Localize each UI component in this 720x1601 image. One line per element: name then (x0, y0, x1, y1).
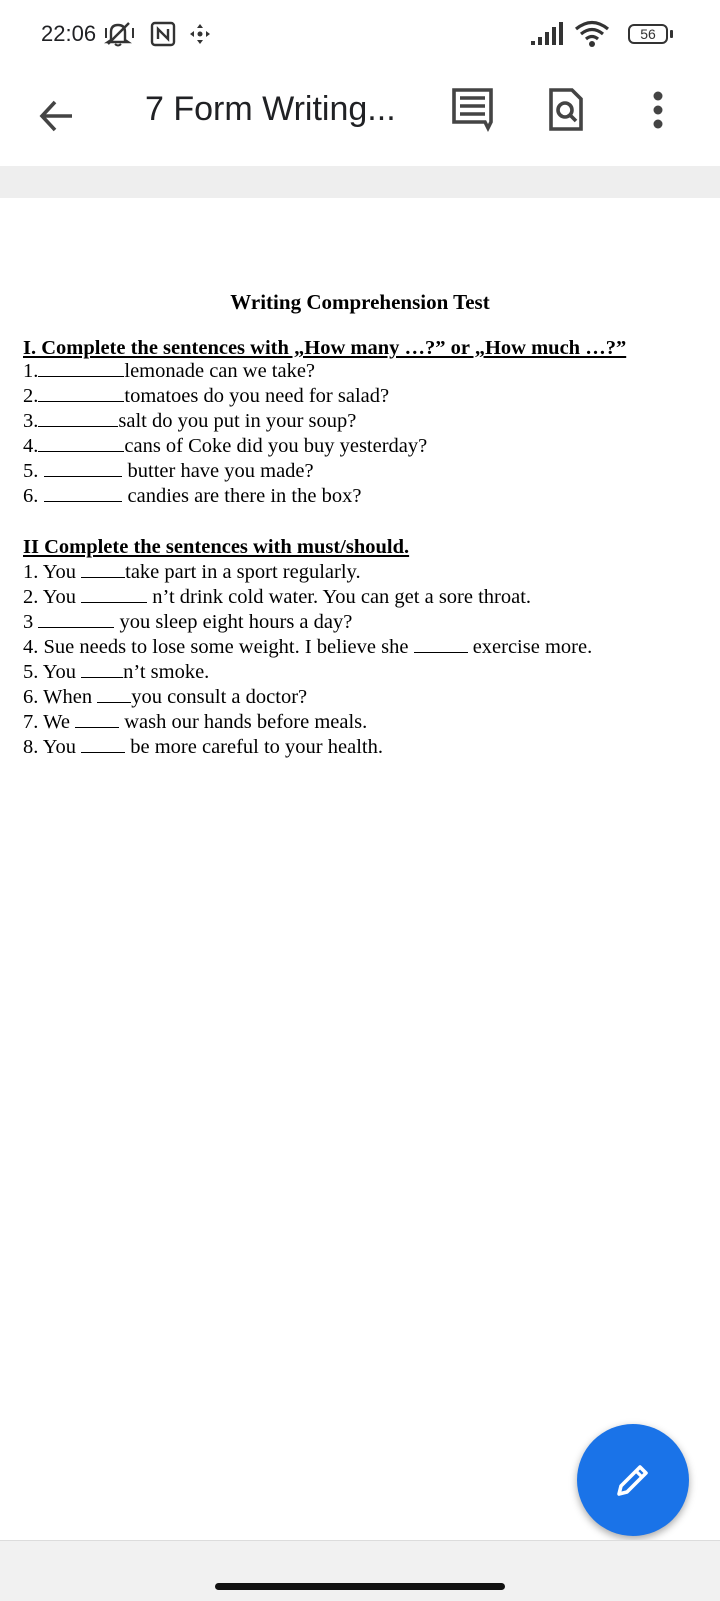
list-item (23, 685, 307, 710)
test-title: Writing Comprehension Test (230, 290, 490, 314)
item-text-after: exercise more. (467, 636, 593, 658)
item-text: butter have you made? (127, 460, 314, 482)
find-in-document-icon (548, 88, 584, 138)
signal-icon (530, 22, 564, 50)
answer-blank (38, 360, 124, 377)
item-text: candies are there in the box? (127, 485, 362, 507)
list-item (23, 459, 314, 484)
document-page[interactable] (0, 198, 720, 1540)
item-text-before: 4. Sue needs to lose some weight. I believe she (23, 636, 414, 658)
document-title: 7 Form Writing... (145, 90, 396, 128)
list-item (23, 710, 367, 735)
item-text: cans of Coke did you buy yesterday? (124, 435, 428, 457)
more-options-icon (648, 88, 668, 140)
item-number: 3. (23, 410, 39, 432)
item-text-after: n’t smoke. (123, 661, 210, 683)
item-text-after: you consult a doctor? (131, 686, 308, 708)
item-text-before: 6. When (23, 686, 98, 708)
find-in-document-button[interactable] (548, 88, 584, 138)
status-bar (0, 0, 720, 70)
wifi-icon (574, 20, 610, 52)
list-item (23, 560, 361, 585)
item-text-after: n’t drink cold water. You can get a sore throat. (147, 586, 532, 608)
section1-heading: I. Complete the sentences with „How many …?” or „How much …?” (23, 337, 627, 359)
item-text: salt do you put in your soup? (118, 410, 357, 432)
answer-blank (81, 736, 125, 753)
back-button[interactable] (30, 88, 86, 144)
item-text-after: take part in a sport regularly. (125, 561, 361, 583)
answer-blank (44, 485, 122, 502)
page-gap (0, 166, 720, 198)
list-item (23, 434, 427, 459)
item-text-before: 2. You (23, 586, 82, 608)
answer-blank (44, 460, 122, 477)
list-item (23, 359, 315, 384)
item-text-before: 7. We (23, 711, 76, 733)
comments-button[interactable] (451, 88, 495, 138)
battery-icon: 56 (628, 24, 668, 44)
item-number: 4. (23, 435, 39, 457)
status-time: 22:06 (41, 21, 97, 46)
item-number: 2. (23, 385, 39, 407)
home-indicator[interactable] (215, 1583, 505, 1590)
item-text-before: 3 (23, 611, 39, 633)
nfc-icon (150, 20, 178, 52)
edit-button[interactable] (577, 1424, 689, 1536)
answer-blank (97, 686, 131, 703)
list-item (23, 660, 209, 685)
item-number: 5. (23, 460, 44, 482)
item-text-before: 8. You (23, 736, 82, 758)
list-item (23, 610, 352, 635)
mute-icon (104, 20, 138, 52)
edit-pencil-icon (613, 1460, 653, 1500)
list-item (23, 484, 361, 509)
answer-blank (38, 410, 118, 427)
answer-blank (81, 586, 147, 603)
answer-blank (414, 636, 468, 653)
item-text-before: 1. You (23, 561, 82, 583)
item-text-after: be more careful to your health. (125, 736, 383, 758)
item-number: 1. (23, 360, 39, 382)
item-text: lemonade can we take? (124, 360, 316, 382)
app-bar (0, 70, 720, 167)
answer-blank (81, 661, 123, 678)
battery-tip (670, 30, 673, 38)
section2-heading: II Complete the sentences with must/should. (23, 536, 410, 558)
answer-blank (38, 435, 124, 452)
answer-blank (38, 385, 124, 402)
list-item (23, 735, 383, 760)
answer-blank (75, 711, 119, 728)
list-item (23, 409, 356, 434)
data-saver-icon (186, 20, 214, 52)
item-text-after: you sleep eight hours a day? (114, 611, 353, 633)
item-number: 6. (23, 485, 44, 507)
comments-icon (451, 88, 495, 138)
more-options-button[interactable] (648, 88, 668, 140)
item-text-before: 5. You (23, 661, 82, 683)
bottom-bar (0, 1540, 720, 1601)
back-arrow-icon (30, 88, 86, 144)
item-text: tomatoes do you need for salad? (124, 385, 390, 407)
answer-blank (81, 561, 125, 578)
list-item (23, 585, 531, 610)
item-text-after: wash our hands before meals. (119, 711, 368, 733)
answer-blank (38, 611, 114, 628)
list-item (23, 635, 592, 660)
list-item (23, 384, 389, 409)
